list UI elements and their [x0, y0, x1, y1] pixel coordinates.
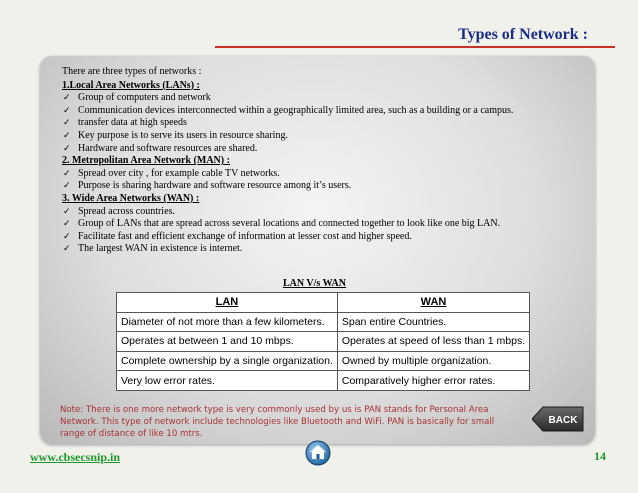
check-icon: ✓: [63, 130, 71, 141]
list-item: ✓ Key purpose is to serve its users in resource sharing.: [63, 129, 288, 141]
check-icon: ✓: [63, 231, 71, 242]
pan-note: Note: There is one more network type is very commonly used by us is PAN stands for Personal Area Network. This type of network include technologies like Bluetooth and WiFi. PAN is basically for small range of distance of like 10 mtrs.: [60, 405, 495, 439]
title-underline: [215, 46, 615, 48]
content-text: [62, 66, 582, 256]
check-icon: ✓: [63, 143, 71, 154]
back-label: BACK: [548, 415, 578, 426]
list-item: ✓ Facilitate fast and efficient exchange of information at lesser cost and higher speed.: [63, 230, 412, 242]
list-item: ✓ Communication devices interconnected within a geographically limited area, such as a building or a campus.: [63, 104, 514, 116]
list-item: ✓ transfer data at high speeds: [63, 117, 187, 129]
table-cell: Diameter of not more than a few kilometers.: [117, 312, 338, 332]
check-icon: ✓: [63, 93, 71, 104]
list-item: ✓ Hardware and software resources are shared.: [63, 142, 258, 154]
table-row: [117, 332, 530, 352]
table-header-lan: LAN: [117, 293, 338, 313]
wan-heading: 3. Wide Area Networks (WAN) :: [62, 192, 200, 204]
list-item: ✓ Spread over city , for example cable TV networks.: [63, 167, 280, 179]
table-cell: Very low error rates.: [117, 371, 338, 391]
table-cell: Span entire Countries.: [337, 312, 529, 332]
table-cell: Operates at speed of less than 1 mbps.: [337, 332, 529, 352]
footer-link[interactable]: www.cbsecsnip.in: [30, 450, 121, 464]
check-icon: ✓: [63, 105, 71, 116]
list-item: ✓ Group of LANs that are spread across several locations and connected together to look like one big LAN.: [63, 218, 501, 230]
comparison-title: LAN V/s WAN: [283, 278, 346, 289]
table-cell: Owned by multiple organization.: [337, 351, 529, 371]
table-header-row: [117, 293, 530, 313]
list-item: ✓ Spread across countries.: [63, 205, 175, 217]
slide-title: Types of Network :: [458, 26, 588, 43]
check-icon: ✓: [63, 181, 71, 192]
page-number: 14: [594, 449, 606, 463]
check-icon: ✓: [63, 168, 71, 179]
home-button[interactable]: [305, 440, 331, 466]
intro-text: There are three types of networks :: [62, 66, 202, 77]
list-item: ✓ The largest WAN in existence is internet.: [63, 243, 243, 255]
list-item: ✓ Purpose is sharing hardware and software resource among it’s users.: [63, 180, 352, 192]
table-header-wan: WAN: [337, 293, 529, 313]
man-heading: 2. Metropolitan Area Network (MAN) :: [62, 155, 230, 167]
back-button[interactable]: [532, 406, 584, 432]
table-cell: Operates at between 1 and 10 mbps.: [117, 332, 338, 352]
check-icon: ✓: [63, 118, 71, 129]
table-row: [117, 351, 530, 371]
list-item: ✓ Group of computers and network: [63, 92, 211, 104]
table-cell: Complete ownership by a single organization.: [117, 351, 338, 371]
lan-heading: 1.Local Area Networks (LANs) :: [62, 79, 200, 91]
table-row: [117, 371, 530, 391]
check-icon: ✓: [63, 219, 71, 230]
lan-wan-table: [116, 292, 530, 391]
table-row: [117, 312, 530, 332]
check-icon: ✓: [63, 244, 71, 255]
table-cell: Comparatively higher error rates.: [337, 371, 529, 391]
check-icon: ✓: [63, 206, 71, 217]
